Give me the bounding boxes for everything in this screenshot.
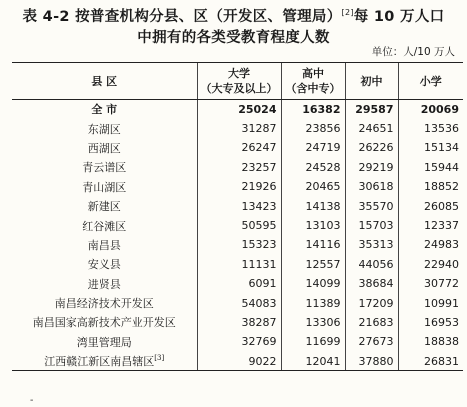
cell-region: 安义县 <box>87 258 121 272</box>
cell-primary: 10991 <box>398 293 463 312</box>
cell-region: 江西赣江新区南昌辖区[3] <box>12 352 197 371</box>
cell-region: 湾里管理局 <box>76 335 132 349</box>
cell-university: 21926 <box>197 177 281 196</box>
cell-primary: 26831 <box>398 352 463 371</box>
title-note-ref: [2] <box>341 8 354 17</box>
cell-junior: 24651 <box>345 119 398 138</box>
table-row-total <box>12 100 463 119</box>
cell-primary: 22940 <box>398 255 463 274</box>
cell-high: 14138 <box>281 196 345 215</box>
cell-high: 12557 <box>281 255 345 274</box>
cell-university: 9022 <box>197 352 281 371</box>
cell-university: 11131 <box>197 255 281 274</box>
cell-region: 东湖区 <box>87 122 121 136</box>
table-row <box>12 274 463 293</box>
cell-primary: 15134 <box>398 138 463 157</box>
table-row <box>12 177 463 196</box>
cell-high: 14099 <box>281 274 345 293</box>
table-row <box>12 158 463 177</box>
education-table <box>12 62 463 371</box>
cell-university: 15323 <box>197 235 281 254</box>
cell-primary: 24983 <box>398 235 463 254</box>
table-row <box>12 255 463 274</box>
cell-high: 13306 <box>281 313 345 332</box>
cell-junior: 17209 <box>345 293 398 312</box>
cell-high: 23856 <box>281 119 345 138</box>
header-university: 大学 （大专及以上） <box>197 63 281 100</box>
cell-junior: 38684 <box>345 274 398 293</box>
table-row <box>12 196 463 215</box>
cell-region: 南昌县 <box>87 238 121 252</box>
cell-high: 14116 <box>281 235 345 254</box>
header-junior: 初中 <box>345 63 398 100</box>
cell-primary: 16953 <box>398 313 463 332</box>
cell-primary: 12337 <box>398 216 463 235</box>
table-row <box>12 235 463 254</box>
header-primary: 小学 <box>398 63 463 100</box>
region-note-ref: [3] <box>154 354 165 363</box>
cell-university: 25024 <box>197 100 281 119</box>
cell-high: 20465 <box>281 177 345 196</box>
table-row <box>12 313 463 332</box>
cell-primary: 20069 <box>398 100 463 119</box>
cell-primary: 30772 <box>398 274 463 293</box>
cell-university: 38287 <box>197 313 281 332</box>
cell-region: 红谷滩区 <box>82 219 127 233</box>
cell-region: 南昌经济技术开发区 <box>54 297 154 311</box>
cell-region: 新建区 <box>87 200 121 214</box>
cell-primary: 13536 <box>398 119 463 138</box>
table-title <box>0 2 467 49</box>
cell-high: 12041 <box>281 352 345 371</box>
cell-primary: 18852 <box>398 177 463 196</box>
cell-university: 23257 <box>197 158 281 177</box>
cell-junior: 30618 <box>345 177 398 196</box>
cell-primary: 26085 <box>398 196 463 215</box>
header-row <box>12 63 463 100</box>
cell-junior: 44056 <box>345 255 398 274</box>
unit-label: 单位：人/10 万人 <box>371 46 455 58</box>
table-row <box>12 138 463 157</box>
cell-region: 南昌国家高新技术产业开发区 <box>32 316 176 330</box>
cell-high: 24719 <box>281 138 345 157</box>
table-row <box>12 332 463 351</box>
table-row <box>12 293 463 312</box>
cell-junior: 15703 <box>345 216 398 235</box>
cell-junior: 29219 <box>345 158 398 177</box>
cell-region: 进贤县 <box>87 277 121 291</box>
cell-region: 全 市 <box>91 103 118 117</box>
table-row <box>12 352 463 371</box>
header-region: 县 区 <box>12 63 197 100</box>
cell-junior: 37880 <box>345 352 398 371</box>
cell-region: 青山湖区 <box>82 180 127 194</box>
cell-junior: 26226 <box>345 138 398 157</box>
cell-university: 6091 <box>197 274 281 293</box>
cell-primary: 15944 <box>398 158 463 177</box>
cell-university: 26247 <box>197 138 281 157</box>
cell-university: 54083 <box>197 293 281 312</box>
cell-region: 青云谱区 <box>82 161 127 175</box>
cell-junior: 35313 <box>345 235 398 254</box>
cell-high: 16382 <box>281 100 345 119</box>
title-line-2: 中拥有的各类受教育程度人数 <box>137 30 330 46</box>
table-row <box>12 119 463 138</box>
footer-mark: - <box>30 395 34 406</box>
cell-high: 24528 <box>281 158 345 177</box>
table-row <box>12 216 463 235</box>
cell-junior: 35570 <box>345 196 398 215</box>
cell-university: 13423 <box>197 196 281 215</box>
cell-junior: 29587 <box>345 100 398 119</box>
cell-university: 32769 <box>197 332 281 351</box>
cell-junior: 21683 <box>345 313 398 332</box>
cell-region: 西湖区 <box>87 141 121 155</box>
header-high-school: 高中 （含中专） <box>281 63 345 100</box>
cell-university: 31287 <box>197 119 281 138</box>
cell-junior: 27673 <box>345 332 398 351</box>
cell-university: 50595 <box>197 216 281 235</box>
title-line-1: 表 4-2 按普查机构分县、区（开发区、管理局）[2]每 10 万人口 <box>22 8 445 25</box>
cell-primary: 18838 <box>398 332 463 351</box>
cell-high: 11389 <box>281 293 345 312</box>
cell-high: 11699 <box>281 332 345 351</box>
cell-high: 13103 <box>281 216 345 235</box>
